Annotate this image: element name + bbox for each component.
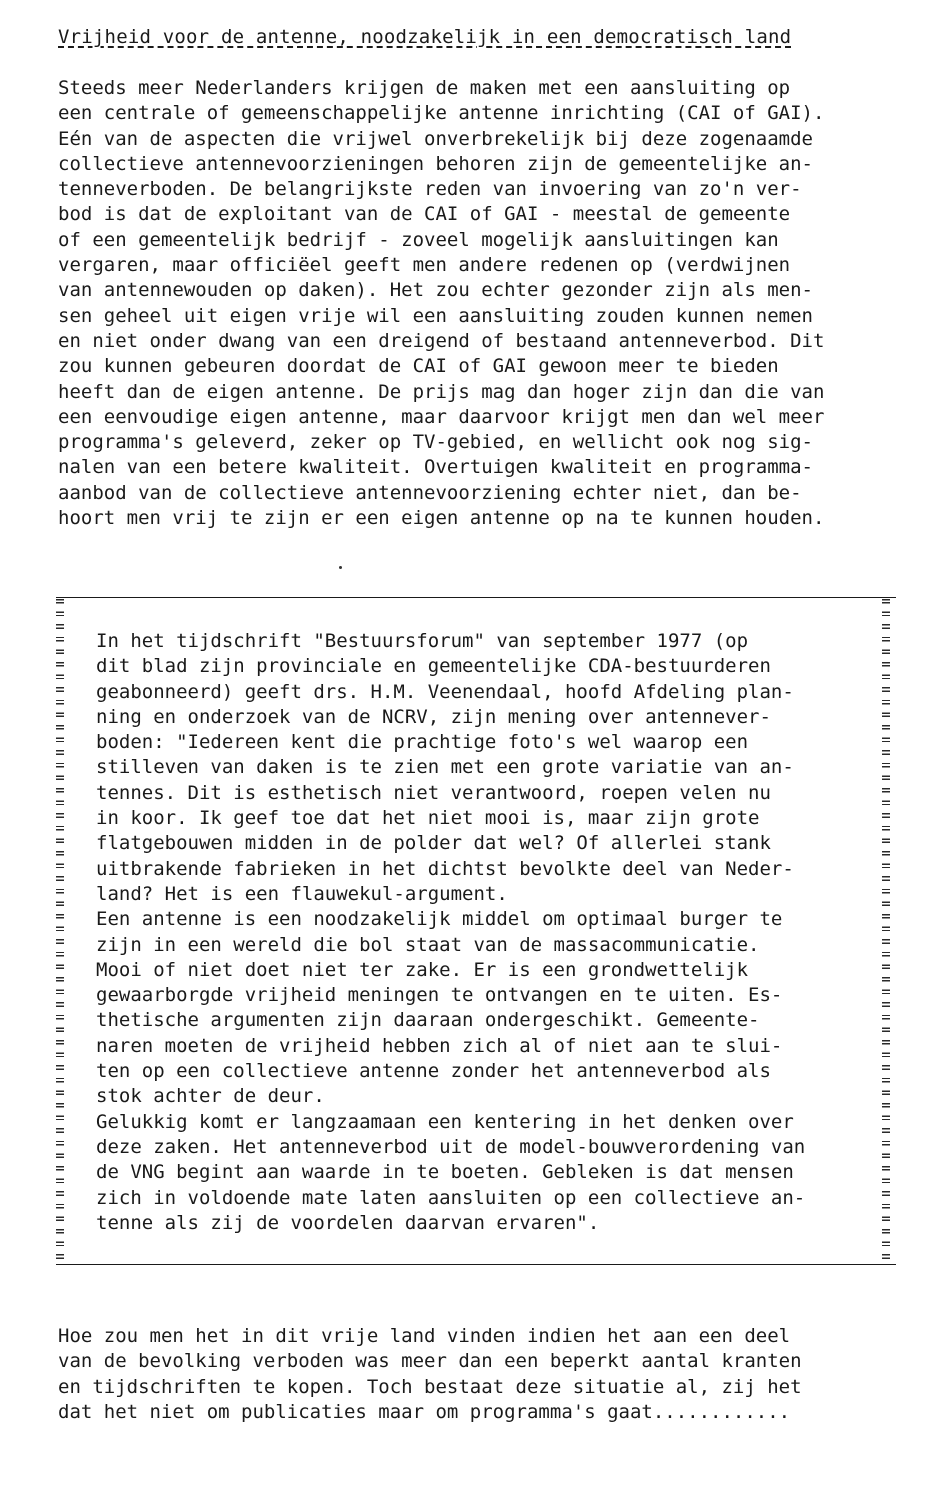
text-line: tennes. Dit is esthetisch niet verantwoord, roepen velen nu <box>96 781 771 804</box>
text-line: naren moeten de vrijheid hebben zich al of niet aan te slui- <box>96 1034 783 1057</box>
quote-box-bottom-rule <box>56 1264 896 1265</box>
text-line: programma's geleverd, zeker op TV-gebied, en wellicht ook nog sig- <box>58 431 813 454</box>
text-line: dit blad zijn provinciale en gemeentelijke CDA-bestuurderen <box>96 655 771 678</box>
text-line: gewaarborgde vrijheid meningen te ontvangen en te uiten. Es- <box>96 984 783 1007</box>
text-line: van de bevolking verboden was meer dan een beperkt aantal kranten <box>58 1350 802 1373</box>
text-line: een centrale of gemeenschappelijke antenne inrichting (CAI of GAI). <box>58 102 825 125</box>
text-line: en tijdschriften te kopen. Toch bestaat deze situatie al, zij het <box>58 1375 802 1398</box>
stray-dot <box>339 566 342 569</box>
text-line: Steeds meer Nederlanders krijgen de maken met een aansluiting op <box>58 77 791 99</box>
text-line: tenneverboden. De belangrijkste reden van invoering van zo'n ver- <box>58 178 802 201</box>
text-line: zijn in een wereld die bol staat van de massacommunicatie. <box>96 933 760 956</box>
text-line: stilleven van daken is te zien met een grote variatie van an- <box>96 756 794 779</box>
text-line: in koor. Ik geef toe dat het niet mooi is, maar zijn grote <box>96 807 760 830</box>
text-line: heeft dan de eigen antenne. De prijs mag dan hoger zijn dan die van <box>58 380 825 403</box>
text-line: bod is dat de exploitant van de CAI of GAI - meestal de gemeente <box>58 203 791 226</box>
quote-box-top-rule <box>56 597 896 598</box>
text-line: collectieve antennevoorzieningen behoren zijn de gemeentelijke an- <box>58 152 813 175</box>
text-line: flatgebouwen midden in de polder dat wel? Of allerlei stank <box>96 832 771 855</box>
text-line: een eenvoudige eigen antenne, maar daarvoor krijgt men dan wel meer <box>58 405 825 428</box>
text-line: dat het niet om publicaties maar om programma's gaat............ <box>58 1400 791 1423</box>
text-line: Gelukkig komt er langzaamaan een kentering in het denken over <box>96 1110 794 1133</box>
text-line: land? Het is een flauwekul-argument. <box>96 882 508 905</box>
text-line: de VNG begint aan waarde in te boeten. Gebleken is dat mensen <box>96 1161 794 1184</box>
text-line: ten op een collectieve antenne zonder het antenneverbod als <box>96 1060 771 1083</box>
text-line: en niet onder dwang van een dreigend of bestaand antenneverbod. Dit <box>58 329 825 352</box>
intro-paragraph <box>58 76 824 531</box>
text-line: van antennewouden op daken). Het zou echter gezonder zijn als men- <box>58 279 813 302</box>
text-line: thetische argumenten zijn daaraan ondergeschikt. Gemeente- <box>96 1009 760 1032</box>
text-line: Mooi of niet doet niet ter zake. Er is een grondwettelijk <box>96 958 749 981</box>
text-line: ning en onderzoek van de NCRV, zijn mening over antennever- <box>96 705 771 728</box>
text-line: stok achter de deur. <box>96 1085 325 1108</box>
quote-box-left-border <box>56 599 64 1259</box>
closing-paragraph <box>58 1324 802 1425</box>
text-line: zich in voldoende mate laten aansluiten op een collectieve an- <box>96 1186 806 1209</box>
text-line: Een antenne is een noodzakelijk middel om optimaal burger te <box>96 908 783 931</box>
text-line: nalen van een betere kwaliteit. Overtuigen kwaliteit en programma- <box>58 456 813 479</box>
text-line: tenne als zij de voordelen daarvan ervaren". <box>96 1211 600 1234</box>
text-line: boden: "Iedereen kent die prachtige foto's wel waarop een <box>96 731 749 754</box>
text-line: Hoe zou men het in dit vrije land vinden indien het aan een deel <box>58 1325 791 1347</box>
text-line: aanbod van de collectieve antennevoorziening echter niet, dan be- <box>58 481 802 504</box>
quote-box-right-border <box>882 599 890 1259</box>
text-line: zou kunnen gebeuren doordat de CAI of GAI gewoon meer te bieden <box>58 355 779 378</box>
quote-box <box>56 593 896 1269</box>
text-line: sen geheel uit eigen vrije wil een aansluiting zouden kunnen nemen <box>58 304 813 327</box>
text-line: vergaren, maar officiëel geeft men andere redenen op (verdwijnen <box>58 254 791 277</box>
text-line: uitbrakende fabrieken in het dichtst bevolkte deel van Neder- <box>96 857 794 880</box>
quote-text <box>96 629 805 1236</box>
text-line: hoort men vrij te zijn er een eigen antenne op na te kunnen houden. <box>58 507 825 530</box>
text-line: of een gemeentelijk bedrijf - zoveel mogelijk aansluitingen kan <box>58 228 779 251</box>
text-line: geabonneerd) geeft drs. H.M. Veenendaal, hoofd Afdeling plan- <box>96 680 794 703</box>
document-title: Vrijheid voor de antenne, noodzakelijk in een democratisch land <box>58 26 792 48</box>
text-line: In het tijdschrift "Bestuursforum" van september 1977 (op <box>96 630 749 652</box>
text-line: deze zaken. Het antenneverbod uit de model-bouwverordening van <box>96 1135 806 1158</box>
text-line: Eén van de aspecten die vrijwel onverbrekelijk bij deze zogenaamde <box>58 127 813 150</box>
